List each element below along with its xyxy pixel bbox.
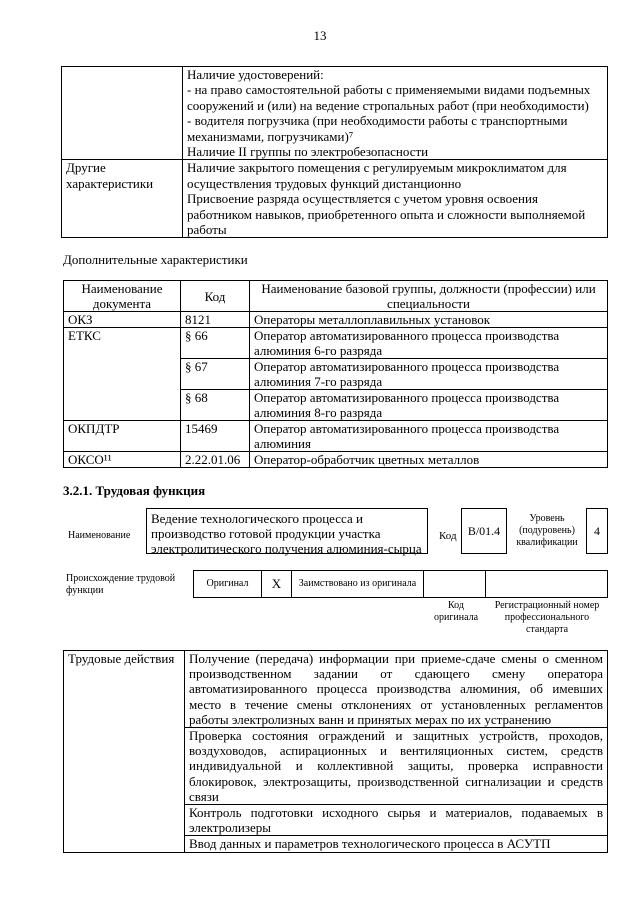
additional-title: Дополнительные характеристики [63, 252, 248, 267]
origin-borrowed: Заимствовано из оригинала [292, 571, 424, 597]
requirement-line: Наличие II группы по электробезопасности [187, 144, 429, 160]
table-header [64, 281, 608, 312]
code-cell: 15469 [181, 421, 250, 452]
level-label: Уровень (подуровень) квалификации [516, 513, 578, 548]
row-content [183, 67, 608, 160]
additional-table [63, 280, 608, 468]
origin-code-cell [424, 571, 486, 597]
name-cell: Оператор автоматизированного процесса производства алюминия [250, 421, 608, 452]
origin-label: Происхождение трудовой функции [66, 573, 176, 596]
actions-label: Трудовые действия [64, 651, 185, 853]
table-row [64, 328, 608, 359]
table-row [62, 160, 608, 238]
row-label [62, 67, 183, 160]
actions-table [63, 650, 608, 853]
origin-mark: X [262, 571, 292, 597]
action-item: Проверка состояния ограждений и защитных устройств, проходов, воздуховодов, аспирационных и вентиляционных систем, средств индивидуальной и коллективной защиты, проверка исправности блокировок, электрозащиты, производственной сигнализации и средств связи [185, 728, 608, 805]
table-row [62, 67, 608, 160]
code-cell: § 67 [181, 359, 250, 390]
level-value: 4 [586, 508, 608, 554]
row-content [183, 160, 608, 238]
requirement-line: - водителя погрузчика (при необходимости работы с транспортными механизмами, погрузчиками)⁷ [187, 113, 568, 144]
code-cell: 2.22.01.06 [181, 452, 250, 468]
code-cell: § 66 [181, 328, 250, 359]
origin-code-caption: Код оригинала [433, 600, 479, 623]
action-item: Ввод данных и параметров технологического процесса в АСУТП [185, 836, 608, 852]
function-code-label: Код [439, 530, 457, 542]
name-cell: Оператор-обработчик цветных металлов [250, 452, 608, 468]
code-cell: 8121 [181, 312, 250, 328]
origin-reg-cell [486, 571, 607, 597]
action-item: Получение (передача) информации при приеме-сдаче смены о сменном производственном задании от сдающего смену оператора автоматизированного процесса производства алюминия, об имевших место в течение смены отклонениях от установленных регламентов работы электролизных ванн и принятых мерах по их устранению [185, 651, 608, 728]
name-cell: Оператор автоматизированного процесса производства алюминия 8-го разряда [250, 390, 608, 421]
code-cell: § 68 [181, 390, 250, 421]
origin-row [193, 570, 608, 598]
function-code-value: В/01.4 [461, 508, 507, 554]
header-code: Код [181, 281, 250, 312]
origin-reg-caption: Регистрационный номер профессионального стандарта [494, 600, 600, 635]
name-cell: Оператор автоматизированного процесса производства алюминия 7-го разряда [250, 359, 608, 390]
requirement-line: Наличие закрытого помещения с регулируемым микроклиматом для осуществления трудовых функций дистанционно [187, 160, 567, 191]
table-row [64, 312, 608, 328]
table-row [64, 421, 608, 452]
page-number: 13 [313, 28, 327, 43]
doc-cell: ОКЗ [64, 312, 181, 328]
requirement-line: - на право самостоятельной работы с применяемыми видами подъемных сооружений и (или) на ведение стропальных работ (при необходимости) [187, 82, 591, 113]
function-title: 3.2.1. Трудовая функция [63, 483, 206, 498]
header-doc: Наименование документа [64, 281, 181, 312]
doc-cell: ОКСО¹¹ [64, 452, 181, 468]
requirements-table [61, 66, 608, 238]
function-name-value: Ведение технологического процесса и производство готовой продукции участка электролитического получения алюминия-сырца [146, 508, 428, 554]
table-row [64, 651, 608, 728]
doc-cell: ЕТКС [64, 328, 181, 421]
doc-cell: ОКПДТР [64, 421, 181, 452]
origin-original: Оригинал [194, 571, 262, 597]
requirement-line: Присвоение разряда осуществляется с учетом уровня освоения работником навыков, приобретенного опыта и сложности выполняемой работы [187, 191, 586, 238]
name-cell: Операторы металлоплавильных установок [250, 312, 608, 328]
action-item: Контроль подготовки исходного сырья и материалов, подаваемых в электролизеры [185, 805, 608, 836]
row-label: Другие характеристики [62, 160, 183, 238]
table-row [64, 452, 608, 468]
header-name: Наименование базовой группы, должности (профессии) или специальности [250, 281, 608, 312]
function-name-label: Наименование [68, 530, 131, 541]
name-cell: Оператор автоматизированного процесса производства алюминия 6-го разряда [250, 328, 608, 359]
requirement-line: Наличие удостоверений: [187, 67, 324, 82]
